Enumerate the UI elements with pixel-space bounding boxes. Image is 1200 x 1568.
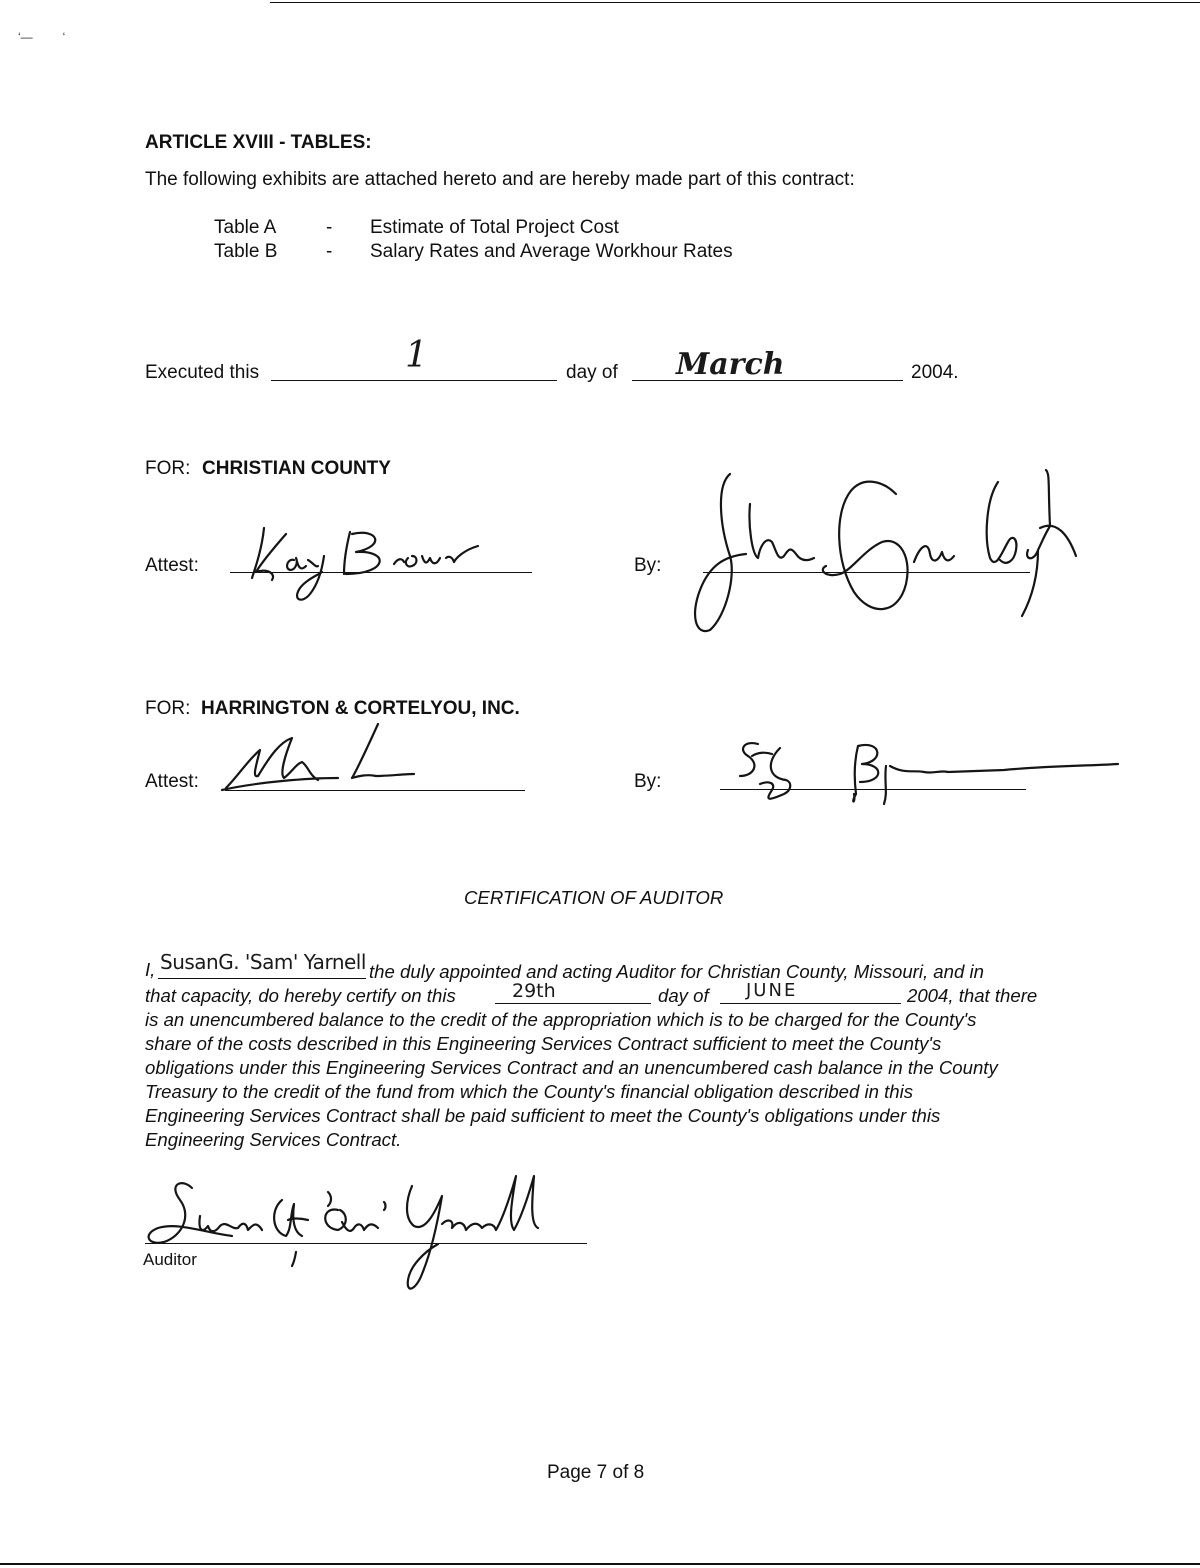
table-b-name: Table B bbox=[214, 241, 278, 262]
cert-day-value: 29th bbox=[512, 980, 556, 1002]
cert-line3: is an unencumbered balance to the credit of the appropriation which is to be charged for the County's bbox=[145, 1009, 977, 1030]
executed-day-value: 1 bbox=[405, 335, 428, 376]
table-b-dash: - bbox=[326, 241, 333, 262]
cert-line8: Engineering Services Contract. bbox=[145, 1129, 402, 1150]
table-a-name: Table A bbox=[214, 217, 277, 238]
county-attest-label: Attest: bbox=[145, 555, 199, 576]
firm-by-label: By: bbox=[634, 771, 662, 792]
executed-middle: day of bbox=[566, 362, 618, 383]
county-attest-signature bbox=[232, 522, 532, 612]
cert-line2-a: that capacity, do hereby certify on this bbox=[145, 985, 456, 1006]
cert-line4: share of the costs described in this Engineering Services Contract sufficient to meet the County's bbox=[145, 1033, 942, 1054]
firm-attest-signature bbox=[218, 716, 438, 796]
county-by-signature bbox=[686, 466, 1086, 636]
cert-line7: Engineering Services Contract shall be paid sufficient to meet the County's obligations under this bbox=[145, 1105, 941, 1126]
executed-year: 2004. bbox=[911, 362, 959, 383]
cert-line2-b: day of bbox=[658, 985, 709, 1006]
page-number: Page 7 of 8 bbox=[547, 1462, 645, 1483]
article-intro: The following exhibits are attached hereto and are hereby made part of this contract: bbox=[145, 169, 855, 190]
firm-attest-label: Attest: bbox=[145, 771, 199, 792]
cert-line1-rest: the duly appointed and acting Auditor for Christian County, Missouri, and in bbox=[369, 961, 984, 982]
cert-line5: obligations under this Engineering Services Contract and an unencumbered cash balance in the County bbox=[145, 1057, 998, 1078]
cert-lead: I, bbox=[145, 959, 156, 980]
executed-day-line bbox=[271, 380, 557, 381]
table-a-dash: - bbox=[326, 217, 333, 238]
table-a-desc: Estimate of Total Project Cost bbox=[370, 217, 619, 238]
cert-day-line bbox=[495, 1003, 651, 1004]
county-by-label: By: bbox=[634, 555, 662, 576]
firm-by-signature bbox=[714, 734, 1134, 824]
firm-name: HARRINGTON & CORTELYOU, INC. bbox=[201, 698, 520, 719]
scan-marks: ‘— ‘ bbox=[18, 30, 66, 44]
auditor-label: Auditor bbox=[143, 1250, 197, 1269]
firm-for-label: FOR: bbox=[145, 698, 191, 719]
cert-line6: Treasury to the credit of the fund from which the County's financial obligation described in this bbox=[145, 1081, 914, 1102]
top-scan-edge bbox=[270, 2, 1200, 3]
cert-auditor-name-handwritten: SusanG. 'Sam' Yarnell bbox=[160, 950, 366, 974]
table-b-desc: Salary Rates and Average Workhour Rates bbox=[370, 241, 733, 262]
county-name: CHRISTIAN COUNTY bbox=[202, 458, 391, 479]
auditor-signature bbox=[142, 1170, 582, 1300]
county-for-label: FOR: bbox=[145, 458, 191, 479]
certification-title: CERTIFICATION OF AUDITOR bbox=[464, 887, 724, 908]
cert-name-line bbox=[158, 978, 366, 979]
executed-prefix: Executed this bbox=[145, 362, 260, 383]
cert-line2-c: 2004, that there bbox=[907, 985, 1038, 1006]
cert-month-value: JUNE bbox=[746, 980, 798, 1001]
cert-month-line bbox=[720, 1003, 901, 1004]
article-heading: ARTICLE XVIII - TABLES: bbox=[145, 132, 372, 153]
bottom-scan-edge bbox=[0, 1563, 1200, 1565]
executed-month-value: March bbox=[676, 347, 785, 382]
